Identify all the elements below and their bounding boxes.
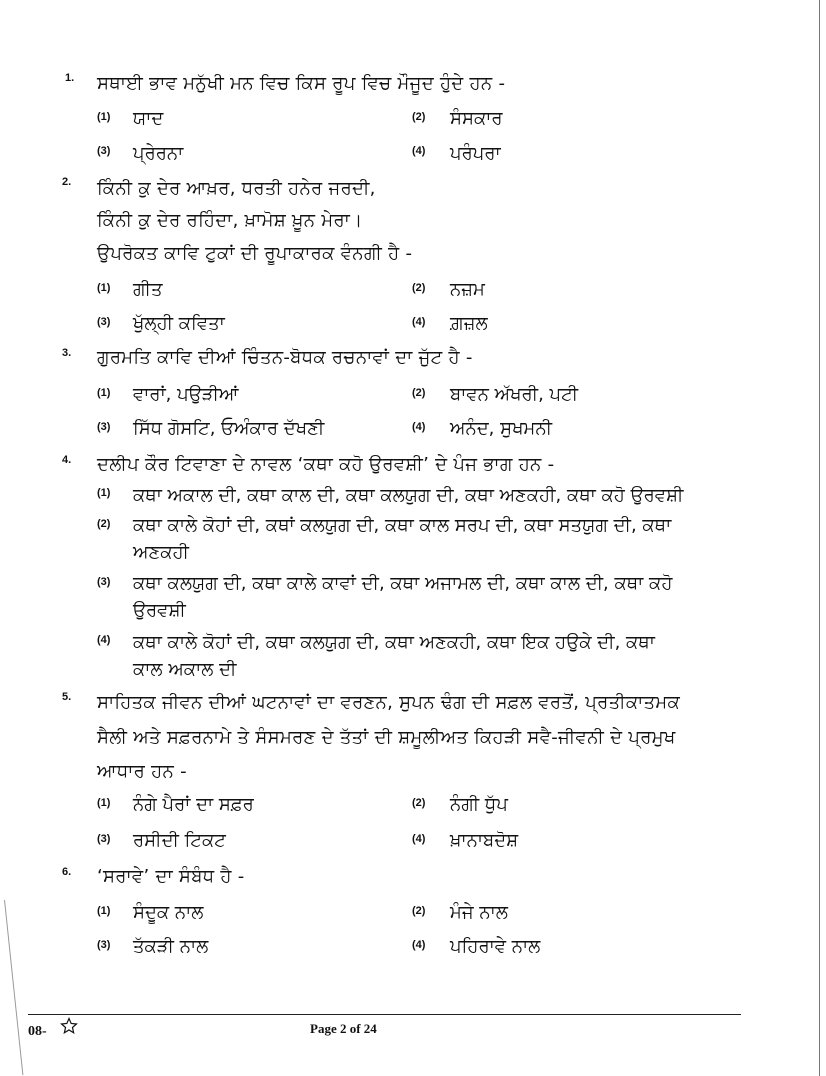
option-text: ਗ਼ਜ਼ਲ [450, 313, 488, 334]
footer-divider [28, 1014, 741, 1015]
option-number: (2) [97, 518, 111, 530]
question-number: 1. [65, 72, 75, 84]
star-outline-icon [60, 1017, 78, 1039]
option-number: (1) [97, 282, 111, 294]
page-number: Page 2 of 24 [310, 1021, 377, 1036]
option-text: ਤੱਕੜੀ ਨਾਲ [133, 936, 209, 957]
option-text: ਸੰਦੂਕ ਨਾਲ [133, 902, 204, 923]
option-number: (3) [97, 939, 111, 951]
option-text: ਸਿੱਧ ਗੋਸਟਿ, ਓਅੰਕਾਰ ਦੱਖਣੀ [133, 418, 325, 439]
option-text: ਕਥਾ ਅਕਾਲ ਦੀ, ਕਥਾ ਕਾਲ ਦੀ, ਕਥਾ ਕਲਯੁਗ ਦੀ, ਕਥਾ ਅਣਕਹੀ, ਕਥਾ ਕਹੋ ਉਰਵਸ਼ੀ [133, 485, 684, 506]
option-text: ਖ਼ਾਨਾਬਦੋਸ਼ [450, 830, 519, 851]
option-text: ਯਾਦ [133, 108, 164, 129]
question-number: 2. [62, 176, 72, 188]
option-text: ਪ੍ਰੇਰਨਾ [133, 143, 184, 164]
question-number: 4. [62, 454, 72, 466]
booklet-code: 08- [28, 1024, 47, 1039]
option-number: (2) [412, 905, 426, 917]
page-edge [4, 900, 23, 1075]
option-text: ਕਾਲ ਅਕਾਲ ਦੀ [133, 659, 237, 680]
question-stem: ਗੁਰਮਤਿ ਕਾਵਿ ਦੀਆਂ ਚਿੰਤਨ-ਬੋਧਕ ਰਚਨਾਵਾਂ ਦਾ ਜੁੱਟ ਹੈ - [97, 347, 473, 368]
question-stem: ਸਾਹਿਤਕ ਜੀਵਨ ਦੀਆਂ ਘਟਨਾਵਾਂ ਦਾ ਵਰਣਨ, ਸੁਪਨ ਢੰਗ ਦੀ ਸਫ਼ਲ ਵਰਤੋਂ, ਪ੍ਰਤੀਕਾਤਮਕ [97, 692, 681, 713]
page-edge [819, 0, 820, 1076]
option-number: (3) [97, 833, 111, 845]
option-text: ਅਨੰਦ, ਸੁਖਮਨੀ [450, 418, 553, 439]
option-text: ਉਰਵਸ਼ੀ [133, 600, 186, 621]
option-number: (3) [97, 145, 111, 157]
question-stem: ਦਲੀਪ ਕੌਰ ਟਿਵਾਣਾ ਦੇ ਨਾਵਲ ‘ਕਥਾ ਕਹੋ ਉਰਵਸ਼ੀ’ ਦੇ ਪੰਜ ਭਾਗ ਹਨ - [97, 454, 555, 475]
option-number: (4) [412, 145, 426, 157]
option-number: (2) [412, 282, 426, 294]
option-number: (1) [97, 797, 111, 809]
question-stem: ਸਥਾਈ ਭਾਵ ਮਨੁੱਖੀ ਮਨ ਵਿਚ ਕਿਸ ਰੂਪ ਵਿਚ ਮੌਜੂਦ ਹੁੰਦੇ ਹਨ - [97, 73, 506, 94]
question-stem: ‘ਸਰਾਵੇ’ ਦਾ ਸੰਬੰਧ ਹੈ - [97, 866, 245, 887]
question-number: 3. [62, 347, 72, 359]
option-number: (4) [412, 316, 426, 328]
option-number: (1) [97, 387, 111, 399]
option-text: ਬਾਵਨ ਅੱਖਰੀ, ਪਟੀ [450, 384, 579, 405]
option-number: (4) [412, 833, 426, 845]
question-stem: ਸੈਲੀ ਅਤੇ ਸਫ਼ਰਨਾਮੇ ਤੇ ਸੰਸਮਰਣ ਦੇ ਤੱਤਾਂ ਦੀ ਸ਼ਮੂਲੀਅਤ ਕਿਹੜੀ ਸਵੈ-ਜੀਵਨੀ ਦੇ ਪ੍ਰਮੁਖ [97, 727, 676, 748]
option-number: (1) [97, 905, 111, 917]
option-number: (4) [412, 421, 426, 433]
option-text: ਕਥਾ ਕਾਲੇ ਕੋਹਾਂ ਦੀ, ਕਥਾਂ ਕਲਯੁਗ ਦੀ, ਕਥਾ ਕਾਲ ਸਰਪ ਦੀ, ਕਥਾ ਸਤਯੁਗ ਦੀ, ਕਥਾ [133, 515, 672, 536]
option-text: ਕਥਾ ਕਾਲੇ ਕੋਹਾਂ ਦੀ, ਕਥਾ ਕਲਯੁਗ ਦੀ, ਕਥਾ ਅਣਕਹੀ, ਕਥਾ ਇਕ ਹਉਕੇ ਦੀ, ਕਥਾ [133, 632, 655, 653]
question-stem: ਉਪਰੋਕਤ ਕਾਵਿ ਟੁਕਾਂ ਦੀ ਰੂਪਾਕਾਰਕ ਵੰਨਗੀ ਹੈ - [97, 243, 413, 264]
option-number: (1) [97, 111, 111, 123]
option-text: ਨੰਗੀ ਧੁੱਪ [450, 794, 508, 815]
question-stem: ਕਿੰਨੀ ਕੁ ਦੇਰ ਰਹਿੰਦਾ, ਖ਼ਾਮੋਸ਼ ਖ਼ੂਨ ਮੇਰਾ। [97, 210, 363, 231]
option-text: ਮੰਜੇ ਨਾਲ [450, 902, 508, 923]
option-number: (2) [412, 111, 426, 123]
option-number: (3) [97, 576, 111, 588]
question-number: 6. [62, 866, 72, 878]
option-number: (4) [97, 634, 111, 646]
option-number: (1) [97, 487, 111, 499]
question-stem: ਆਧਾਰ ਹਨ - [97, 761, 187, 782]
option-text: ਕਥਾ ਕਲਯੁਗ ਦੀ, ਕਥਾ ਕਾਲੇ ਕਾਵਾਂ ਦੀ, ਕਥਾ ਅਜਾਮਲ ਦੀ, ਕਥਾ ਕਾਲ ਦੀ, ਕਥਾ ਕਹੋ [133, 573, 673, 594]
option-text: ਪਹਿਰਾਵੇ ਨਾਲ [450, 936, 541, 957]
option-text: ਅਣਕਹੀ [133, 542, 189, 563]
option-number: (2) [412, 797, 426, 809]
option-text: ਗੀਤ [133, 279, 163, 300]
option-text: ਨੰਗੇ ਪੈਰਾਂ ਦਾ ਸਫ਼ਰ [133, 794, 254, 815]
option-text: ਸੰਸਕਾਰ [450, 108, 503, 129]
option-text: ਪਰੰਪਰਾ [450, 143, 501, 164]
option-text: ਵਾਰਾਂ, ਪਉੜੀਆਂ [133, 384, 239, 405]
option-text: ਨਜ਼ਮ [450, 279, 485, 300]
option-text: ਰਸੀਦੀ ਟਿਕਟ [133, 830, 226, 851]
option-number: (3) [97, 316, 111, 328]
question-number: 5. [62, 691, 72, 703]
option-number: (4) [412, 939, 426, 951]
question-stem: ਕਿੰਨੀ ਕੁ ਦੇਰ ਆਖ਼ਰ, ਧਰਤੀ ਹਨੇਰ ਜਰਦੀ, [97, 178, 376, 199]
option-text: ਖੁੱਲ੍ਹੀ ਕਵਿਤਾ [133, 313, 225, 334]
option-number: (2) [412, 387, 426, 399]
option-number: (3) [97, 421, 111, 433]
